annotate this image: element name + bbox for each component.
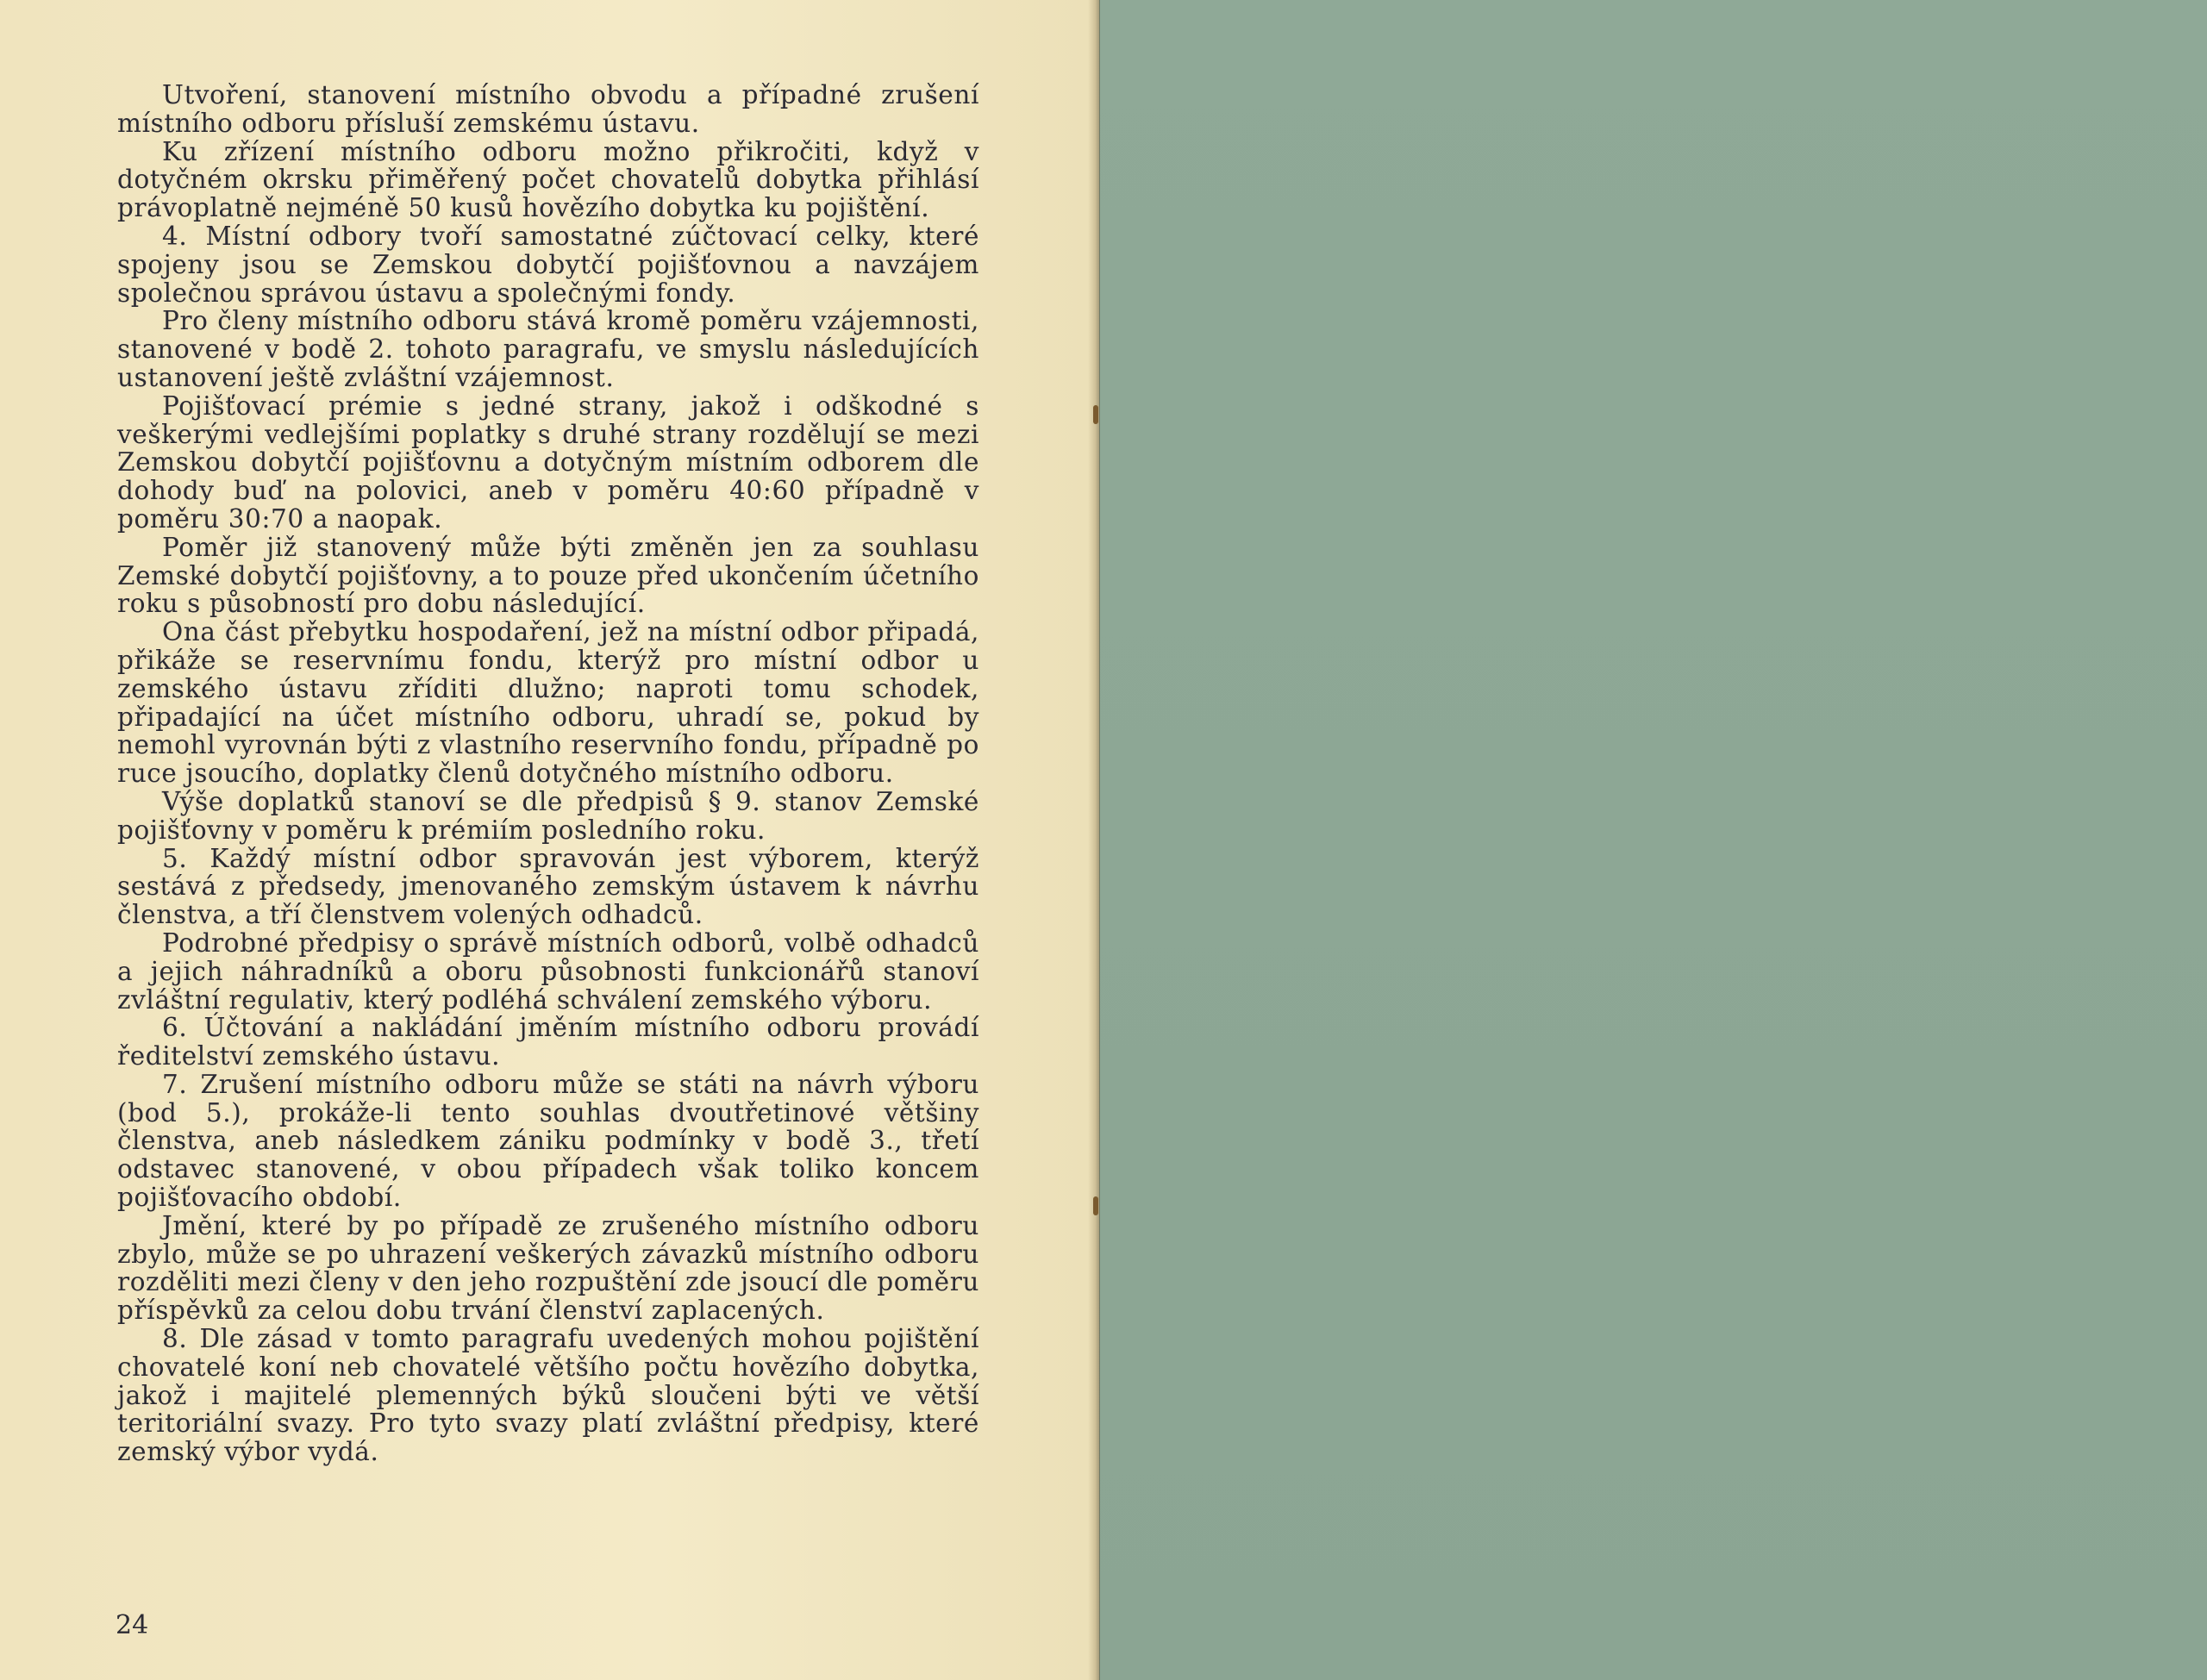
paragraph: Pojišťovací prémie s jedné strany, jakož i odškodné s veškerými vedlejšími poplatky s druhé strany rozdělují se mezi Zemskou dobytčí pojišťovnu a dotyčným místním odborem dle dohody buď na polovici, aneb v poměru 40:60 případně v poměru 30:70 a naopak. bbox=[117, 390, 979, 534]
paragraph: Pro členy místního odboru stává kromě poměru vzájemnosti, stanovené v bodě 2. tohoto paragrafu, ve smyslu následujících ustanovení ještě zvláštní vzájemnost. bbox=[117, 306, 979, 392]
paragraph: 4. Místní odbory tvoří samostatné zúčtovací celky, které spojeny jsou se Zemskou dobytčí pojišťovnou a navzájem společnou správou ústavu a společnými fondy. bbox=[117, 221, 979, 308]
paragraph: Poměr již stanovený může býti změněn jen za souhlasu Zemské dobytčí pojišťovny, a to pouze před ukončením účetního roku s působností pro dobu následující. bbox=[117, 532, 979, 619]
staple bbox=[1093, 1196, 1098, 1215]
paragraph: 7. Zrušení místního odboru může se státi na návrh výboru (bod 5.), prokáže-li tento souhlas dvoutřetinové většiny členstva, aneb následkem zániku podmínky v bodě 3., třetí odstavec stanovené, v obou případech však toliko koncem pojišťovacího období. bbox=[117, 1069, 979, 1213]
paragraph: Výše doplatků stanoví se dle předpisů § 9. stanov Zemské pojišťovny v poměru k prémiím posledního roku. bbox=[117, 786, 979, 845]
paragraph: Utvoření, stanovení místního obvodu a případné zrušení místního odboru přísluší zemskému ústavu. bbox=[117, 80, 979, 138]
paragraph: Ona část přebytku hospodaření, jež na místní odbor připadá, přikáže se reservnímu fondu, kterýž pro místní odbor u zemského ústavu zříditi dlužno; naproti tomu schodek, připadající na účet místního odboru, uhradí se, pokud by nemohl vyrovnán býti z vlastního reservního fondu, případně po ruce jsoucího, doplatky členů dotyčného místního odboru. bbox=[117, 617, 979, 789]
paragraph: Ku zřízení místního odboru možno přikročiti, když v dotyčném okrsku přiměřený počet chovatelů dobytka přihlásí právoplatně nejméně 50 kusů hovězího dobytka ku pojištění. bbox=[117, 136, 979, 223]
left-page bbox=[0, 0, 1097, 1680]
paragraph: 8. Dle zásad v tomto paragrafu uvedených mohou pojištění chovatelé koní neb chovatelé většího počtu hovězího dobytka, jakož i majitelé plemenných býků sloučeni býti ve větší teritoriální svazy. Pro tyto svazy platí zvláštní předpisy, které zemský výbor vydá. bbox=[117, 1324, 979, 1467]
right-page-cover bbox=[1099, 0, 2207, 1680]
paragraph: 6. Účtování a nakládání jměním místního odboru provádí ředitelství zemského ústavu. bbox=[117, 1013, 979, 1071]
page-number: 24 bbox=[116, 1610, 149, 1640]
staple bbox=[1093, 405, 1098, 424]
paragraph: 5. Každý místní odbor spravován jest výborem, kterýž sestává z předsedy, jmenovaného zemským ústavem k návrhu členstva, a tří členstvem volených odhadců. bbox=[117, 843, 979, 930]
paragraph: Jmění, které by po případě ze zrušeného místního odboru zbylo, může se po uhrazení veškerých závazků místního odboru rozděliti mezi členy v den jeho rozpuštění zde jsoucí dle poměru příspěvků za celou dobu trvání členství zaplacených. bbox=[117, 1210, 979, 1326]
book-gutter bbox=[1088, 0, 1100, 1680]
paragraph: Podrobné předpisy o správě místních odborů, volbě odhadců a jejich náhradníků a oboru působnosti funkcionářů stanoví zvláštní regulativ, který podléhá schválení zemského výboru. bbox=[117, 927, 979, 1015]
page-text bbox=[117, 81, 979, 1466]
